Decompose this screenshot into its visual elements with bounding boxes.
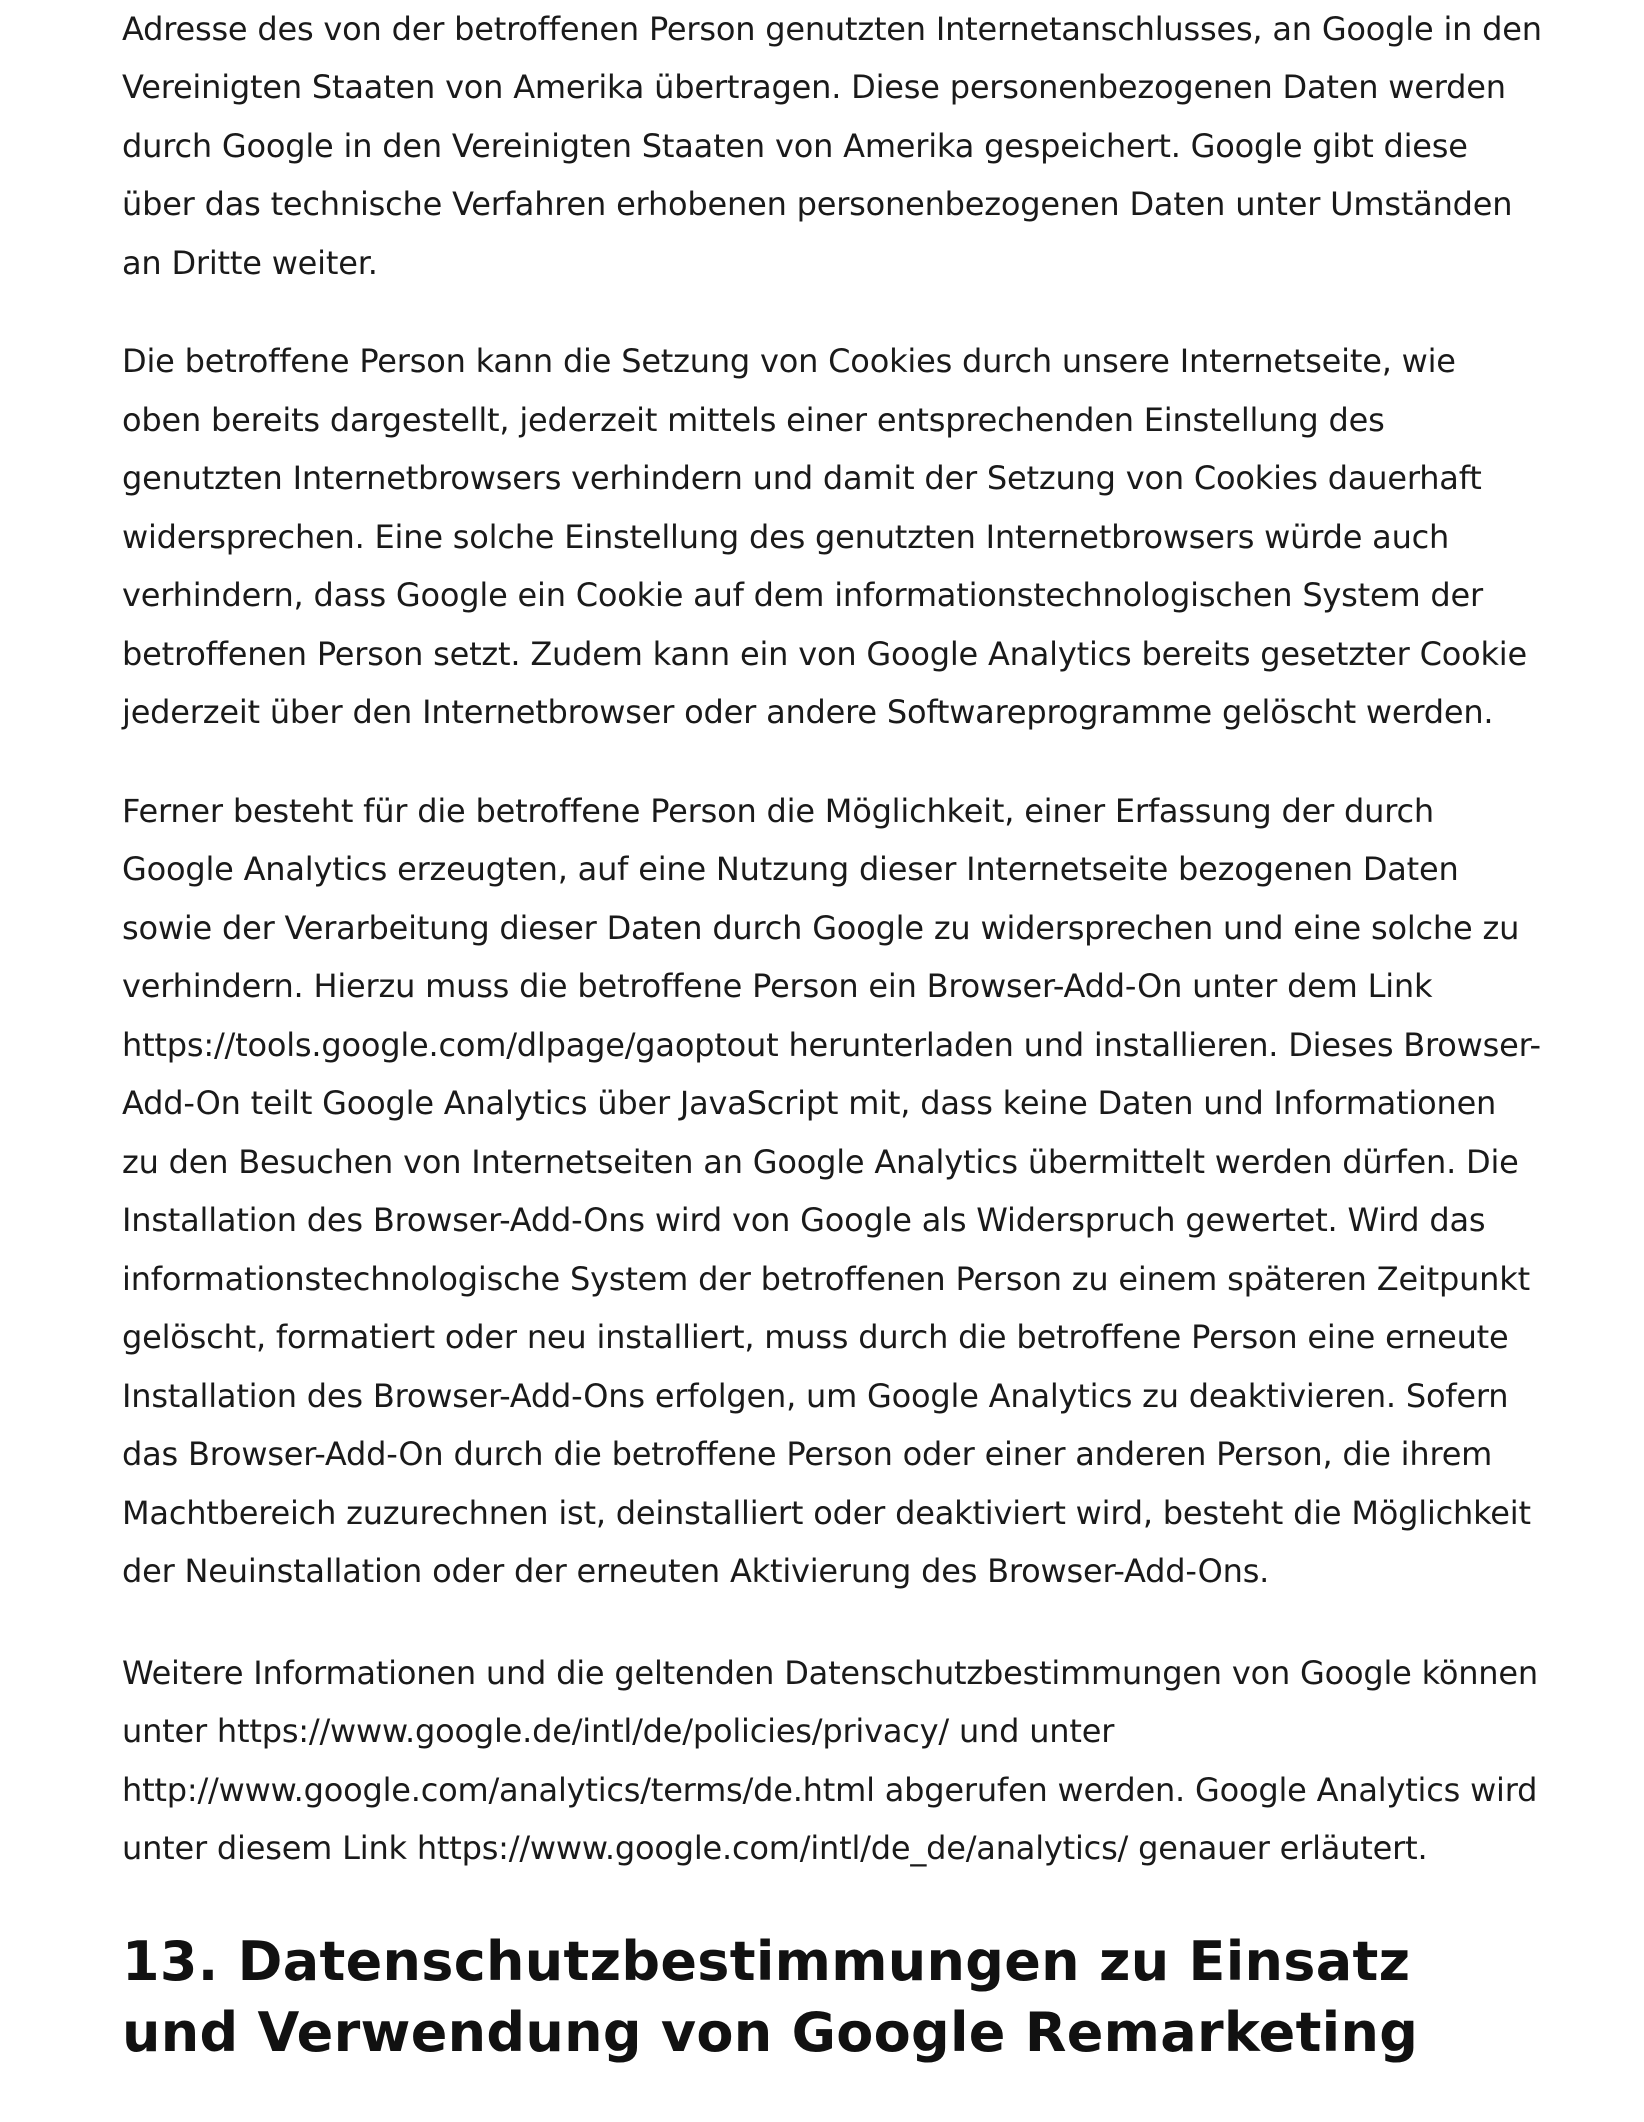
paragraph-opt-out-addon: Ferner besteht für die betroffene Person die Möglichkeit, einer Erfassung der durch Google Analytics erzeugten, auf eine Nutzung dieser Internetseite bezogenen Daten sowie der Verarbeitung dieser Daten durch Google zu widersprechen und eine solche zu verhindern. Hierzu muss die betroffene Person ein Browser-Add-On unter dem Link https://tools.google.com/dlpage/gaoptout herunterladen und installieren. Dieses Browser-Add-On teilt Google Analytics über JavaScript mit, dass keine Daten und Informationen zu den Besuchen von Internetseiten an Google Analytics übermittelt werden dürfen. Die Installation des Browser-Add-Ons wird von Google als Widerspruch gewertet. Wird das informationstechnologische System der betroffenen Person zu einem späteren Zeitpunkt gelöscht, formatiert oder neu installiert, muss durch die betroffene Person eine erneute Installation des Browser-Add-Ons erfolgen, um Google Analytics zu deaktivieren. Sofern das Browser-Add-On durch die betroffene Person oder einer anderen Person, die ihrem Machtbereich zuzurechnen ist, deinstalliert oder deaktiviert wird, besteht die Möglichkeit der Neuinstallation oder der erneuten Aktivierung des Browser-Add-Ons. [122, 791, 1541, 1590]
paragraph-cookie-settings: Die betroffene Person kann die Setzung von Cookies durch unsere Internetseite, wie oben bereits dargestellt, jederzeit mittels einer entsprechenden Einstellung des genutzten Internetbrowsers verhindern und damit der Setzung von Cookies dauerhaft widersprechen. Eine solche Einstellung des genutzten Internetbrowsers würde auch verhindern, dass Google ein Cookie auf dem informationstechnologischen System der betroffenen Person setzt. Zudem kann ein von Google Analytics bereits gesetzter Cookie jederzeit über den Internetbrowser oder andere Softwareprogramme gelöscht werden. [122, 342, 1527, 731]
section-heading-google-remarketing: 13. Datenschutzbestimmungen zu Einsatz und Verwendung von Google Remarketing [122, 1929, 1419, 2064]
paragraph-further-information: Weitere Informationen und die geltenden Datenschutzbestimmungen von Google können unter https://www.google.de/intl/de/policies/privacy/ und unter http://www.google.com/analytics/terms/de.html abgerufen werden. Google Analytics wird unter diesem Link https://www.google.com/intl/de_de/analytics/ genauer erläutert. [122, 1653, 1538, 1867]
document-page [122, 0, 1542, 2068]
paragraph-data-transfer: Adresse des von der betroffenen Person genutzten Internetanschlusses, an Google in den Vereinigten Staaten von Amerika übertragen. Diese personenbezogenen Daten werden durch Google in den Vereinigten Staaten von Amerika gespeichert. Google gibt diese über das technische Verfahren erhobenen personenbezogenen Daten unter Umständen an Dritte weiter. [122, 9, 1542, 282]
